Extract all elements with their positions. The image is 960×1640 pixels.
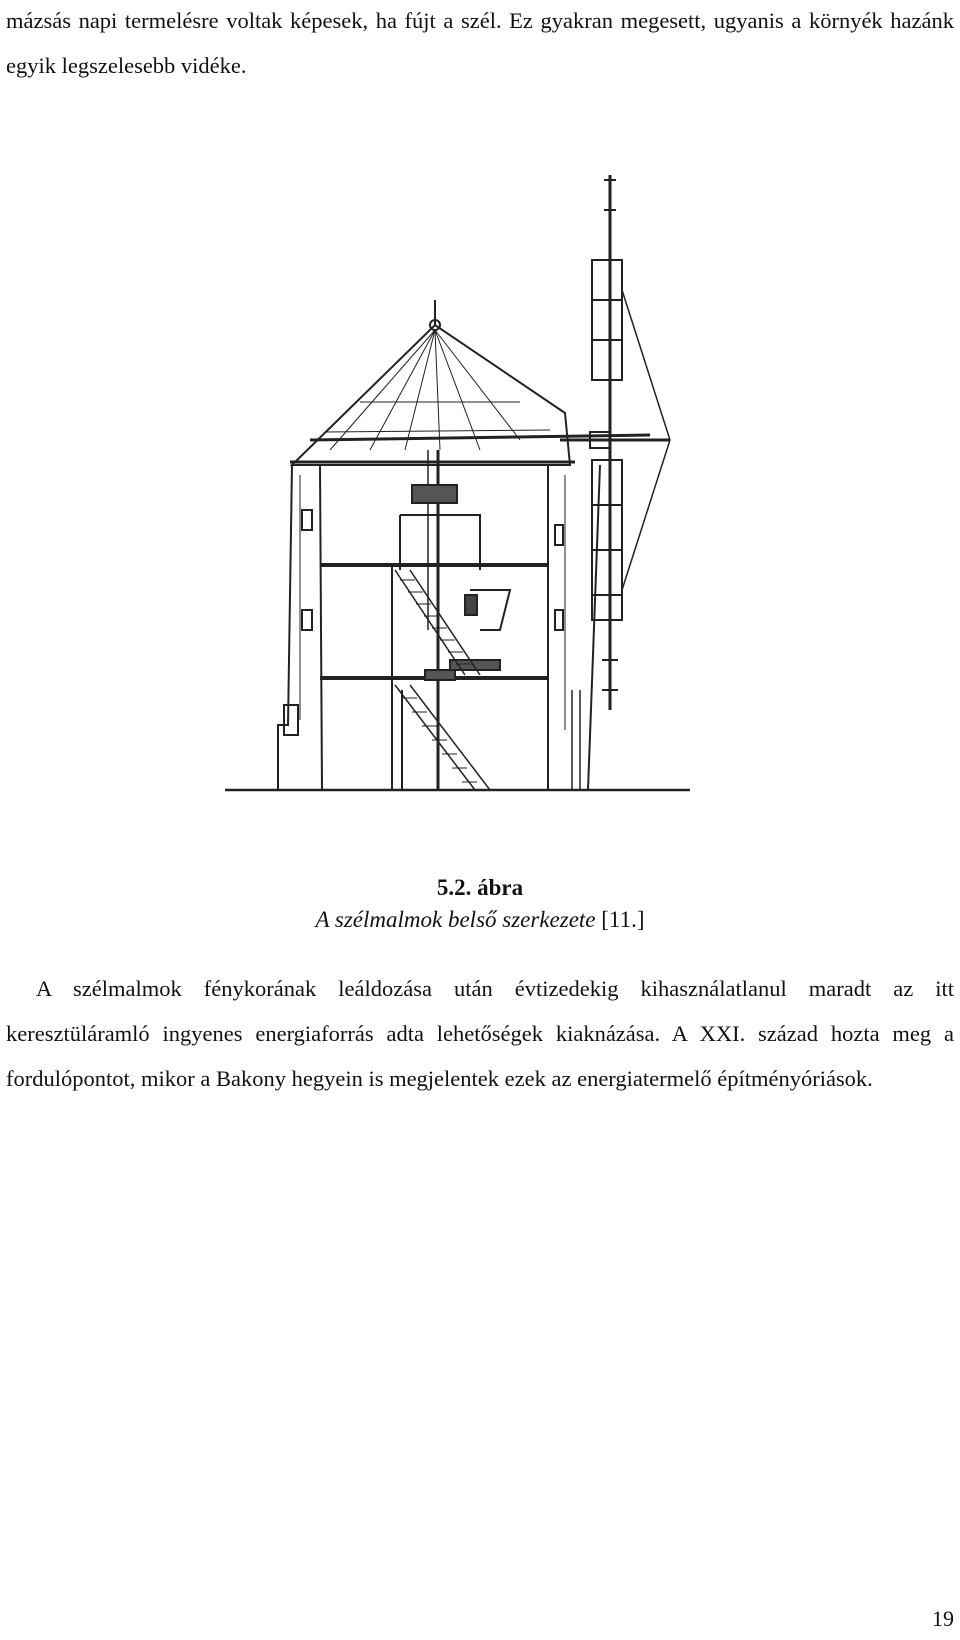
- paragraph-intro: mázsás napi termelésre voltak képesek, ha fújt a szél. Ez gyakran megesett, ugyanis a környék hazánk egyik legszelesebb vidéke.: [6, 8, 954, 78]
- figure-reference: [11.]: [601, 907, 645, 932]
- windmill-cross-section-figure: [180, 130, 720, 870]
- figure-title: A szélmalmok belső szerkezete: [315, 907, 596, 932]
- windmill-drawing: [180, 130, 720, 870]
- figure-number: 5.2. ábra: [436, 875, 524, 900]
- figure-caption: [0, 905, 960, 935]
- page-number: 19: [932, 1606, 954, 1631]
- paragraph-main: A szélmalmok fénykorának leáldozása után évtizedekig kihasználatlanul maradt az itt keresztüláramló ingyenes energiaforrás adta lehetőségek kiaknázása. A XXI. század hozta meg a fordulópontot, mikor a Bakony hegyein is megjelentek ezek az energiatermelő építményóriások.: [6, 976, 954, 1091]
